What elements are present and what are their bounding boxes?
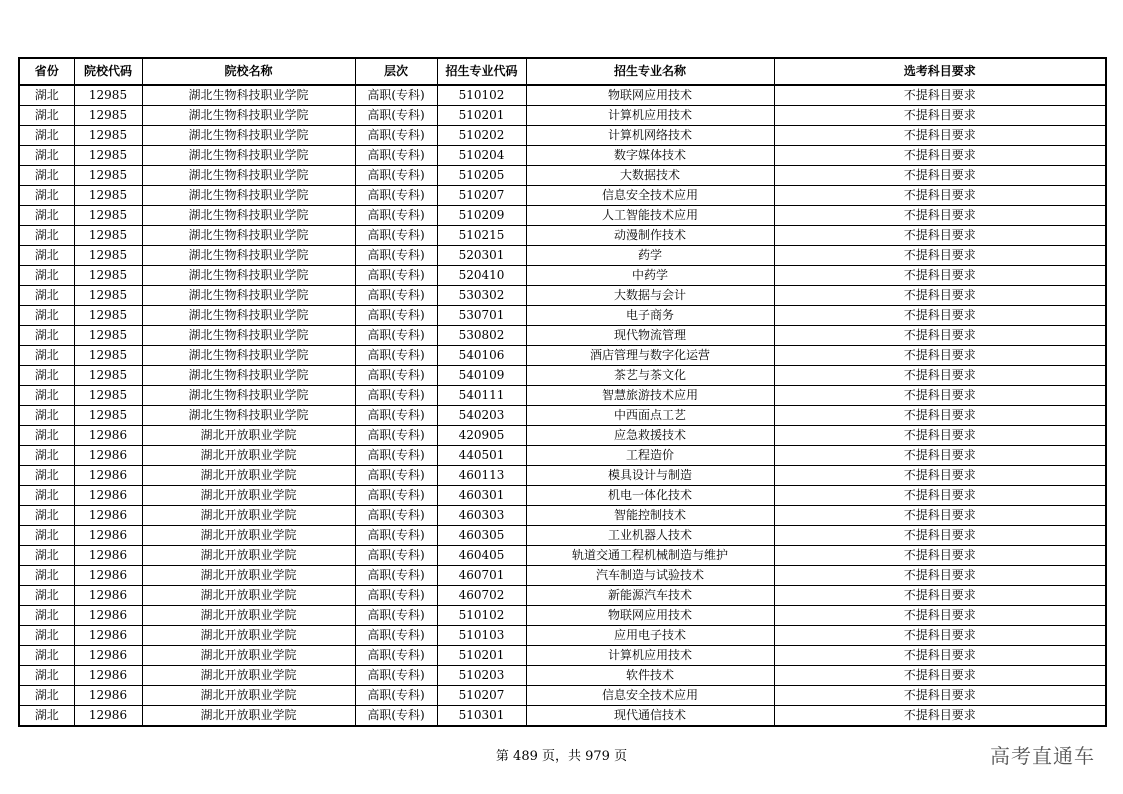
cell-level: 高职(专科): [355, 226, 437, 246]
cell-major-code: 510207: [437, 186, 526, 206]
cell-major-name: 智慧旅游技术应用: [526, 386, 774, 406]
cell-subject-requirement: 不提科目要求: [774, 226, 1106, 246]
cell-school-name: 湖北开放职业学院: [142, 526, 355, 546]
table-row: [19, 266, 1106, 286]
cell-school-code: 12985: [74, 126, 142, 146]
cell-level: 高职(专科): [355, 266, 437, 286]
table-row: [19, 126, 1106, 146]
table-row: [19, 486, 1106, 506]
cell-school-code: 12986: [74, 586, 142, 606]
cell-level: 高职(专科): [355, 386, 437, 406]
cell-province: 湖北: [19, 266, 74, 286]
cell-major-code: 510201: [437, 106, 526, 126]
cell-subject-requirement: 不提科目要求: [774, 246, 1106, 266]
cell-school-name: 湖北开放职业学院: [142, 646, 355, 666]
cell-school-code: 12986: [74, 666, 142, 686]
cell-major-code: 540106: [437, 346, 526, 366]
cell-major-code: 460305: [437, 526, 526, 546]
cell-major-code: 540111: [437, 386, 526, 406]
cell-province: 湖北: [19, 586, 74, 606]
cell-level: 高职(专科): [355, 566, 437, 586]
cell-major-name: 现代物流管理: [526, 326, 774, 346]
cell-school-code: 12985: [74, 406, 142, 426]
cell-school-name: 湖北开放职业学院: [142, 446, 355, 466]
cell-major-name: 汽车制造与试验技术: [526, 566, 774, 586]
cell-school-name: 湖北生物科技职业学院: [142, 406, 355, 426]
cell-school-name: 湖北生物科技职业学院: [142, 386, 355, 406]
table-row: [19, 606, 1106, 626]
cell-school-name: 湖北开放职业学院: [142, 566, 355, 586]
cell-province: 湖北: [19, 566, 74, 586]
cell-school-code: 12985: [74, 106, 142, 126]
cell-school-name: 湖北开放职业学院: [142, 706, 355, 727]
cell-major-name: 现代通信技术: [526, 706, 774, 727]
cell-level: 高职(专科): [355, 246, 437, 266]
cell-major-code: 440501: [437, 446, 526, 466]
cell-major-code: 540203: [437, 406, 526, 426]
cell-subject-requirement: 不提科目要求: [774, 426, 1106, 446]
cell-province: 湖北: [19, 226, 74, 246]
cell-province: 湖北: [19, 426, 74, 446]
cell-major-name: 数字媒体技术: [526, 146, 774, 166]
cell-school-name: 湖北生物科技职业学院: [142, 106, 355, 126]
cell-level: 高职(专科): [355, 506, 437, 526]
cell-province: 湖北: [19, 626, 74, 646]
cell-school-code: 12985: [74, 326, 142, 346]
cell-province: 湖北: [19, 166, 74, 186]
cell-school-code: 12985: [74, 306, 142, 326]
cell-major-name: 应急救援技术: [526, 426, 774, 446]
cell-school-code: 12986: [74, 566, 142, 586]
cell-major-code: 520410: [437, 266, 526, 286]
cell-school-name: 湖北开放职业学院: [142, 606, 355, 626]
cell-province: 湖北: [19, 606, 74, 626]
cell-province: 湖北: [19, 146, 74, 166]
cell-subject-requirement: 不提科目要求: [774, 486, 1106, 506]
cell-major-name: 大数据技术: [526, 166, 774, 186]
cell-subject-requirement: 不提科目要求: [774, 386, 1106, 406]
cell-major-code: 510209: [437, 206, 526, 226]
cell-major-name: 新能源汽车技术: [526, 586, 774, 606]
cell-province: 湖北: [19, 666, 74, 686]
cell-major-code: 510301: [437, 706, 526, 727]
cell-province: 湖北: [19, 466, 74, 486]
table-row: [19, 666, 1106, 686]
cell-subject-requirement: 不提科目要求: [774, 466, 1106, 486]
cell-subject-requirement: 不提科目要求: [774, 666, 1106, 686]
cell-level: 高职(专科): [355, 486, 437, 506]
cell-school-code: 12986: [74, 486, 142, 506]
cell-school-code: 12985: [74, 366, 142, 386]
table-row: [19, 246, 1106, 266]
cell-subject-requirement: 不提科目要求: [774, 106, 1106, 126]
cell-school-name: 湖北开放职业学院: [142, 426, 355, 446]
cell-school-name: 湖北生物科技职业学院: [142, 85, 355, 106]
cell-school-code: 12986: [74, 686, 142, 706]
table-row: [19, 646, 1106, 666]
cell-level: 高职(专科): [355, 286, 437, 306]
table-row: [19, 566, 1106, 586]
cell-subject-requirement: 不提科目要求: [774, 326, 1106, 346]
cell-school-code: 12986: [74, 426, 142, 446]
cell-major-code: 460303: [437, 506, 526, 526]
cell-school-name: 湖北生物科技职业学院: [142, 266, 355, 286]
cell-school-code: 12986: [74, 466, 142, 486]
cell-school-code: 12986: [74, 646, 142, 666]
cell-province: 湖北: [19, 286, 74, 306]
cell-major-code: 460405: [437, 546, 526, 566]
cell-major-code: 510204: [437, 146, 526, 166]
cell-major-code: 540109: [437, 366, 526, 386]
cell-school-name: 湖北开放职业学院: [142, 626, 355, 646]
table-row: [19, 526, 1106, 546]
cell-province: 湖北: [19, 246, 74, 266]
cell-subject-requirement: 不提科目要求: [774, 566, 1106, 586]
cell-major-name: 物联网应用技术: [526, 85, 774, 106]
table-row: [19, 346, 1106, 366]
cell-major-name: 计算机应用技术: [526, 646, 774, 666]
cell-subject-requirement: 不提科目要求: [774, 306, 1106, 326]
cell-major-code: 530802: [437, 326, 526, 346]
cell-province: 湖北: [19, 386, 74, 406]
cell-level: 高职(专科): [355, 546, 437, 566]
cell-school-code: 12985: [74, 266, 142, 286]
header-province: 省份: [19, 58, 74, 85]
cell-subject-requirement: 不提科目要求: [774, 586, 1106, 606]
cell-subject-requirement: 不提科目要求: [774, 446, 1106, 466]
table-row: [19, 706, 1106, 727]
cell-level: 高职(专科): [355, 126, 437, 146]
cell-subject-requirement: 不提科目要求: [774, 266, 1106, 286]
cell-major-name: 药学: [526, 246, 774, 266]
header-level: 层次: [355, 58, 437, 85]
cell-subject-requirement: 不提科目要求: [774, 686, 1106, 706]
cell-school-code: 12985: [74, 386, 142, 406]
cell-school-code: 12985: [74, 206, 142, 226]
cell-major-code: 510203: [437, 666, 526, 686]
cell-province: 湖北: [19, 326, 74, 346]
table-row: [19, 186, 1106, 206]
cell-level: 高职(专科): [355, 146, 437, 166]
cell-subject-requirement: 不提科目要求: [774, 646, 1106, 666]
cell-major-name: 中药学: [526, 266, 774, 286]
header-school-name: 院校名称: [142, 58, 355, 85]
cell-school-code: 12986: [74, 626, 142, 646]
cell-major-name: 应用电子技术: [526, 626, 774, 646]
cell-subject-requirement: 不提科目要求: [774, 146, 1106, 166]
cell-major-code: 510201: [437, 646, 526, 666]
cell-subject-requirement: 不提科目要求: [774, 626, 1106, 646]
cell-province: 湖北: [19, 186, 74, 206]
page-number: 第 489 页，共 979 页: [495, 749, 628, 764]
cell-major-code: 460702: [437, 586, 526, 606]
cell-level: 高职(专科): [355, 206, 437, 226]
cell-major-name: 计算机应用技术: [526, 106, 774, 126]
table-row: [19, 366, 1106, 386]
cell-major-code: 530302: [437, 286, 526, 306]
cell-school-name: 湖北生物科技职业学院: [142, 126, 355, 146]
cell-major-code: 510207: [437, 686, 526, 706]
cell-subject-requirement: 不提科目要求: [774, 126, 1106, 146]
cell-major-name: 信息安全技术应用: [526, 686, 774, 706]
cell-level: 高职(专科): [355, 186, 437, 206]
cell-province: 湖北: [19, 106, 74, 126]
cell-school-name: 湖北开放职业学院: [142, 486, 355, 506]
table-row: [19, 426, 1106, 446]
cell-school-code: 12986: [74, 506, 142, 526]
cell-province: 湖北: [19, 546, 74, 566]
cell-school-code: 12986: [74, 706, 142, 727]
header-major-name: 招生专业名称: [526, 58, 774, 85]
cell-subject-requirement: 不提科目要求: [774, 166, 1106, 186]
cell-major-code: 460701: [437, 566, 526, 586]
cell-major-name: 动漫制作技术: [526, 226, 774, 246]
cell-province: 湖北: [19, 686, 74, 706]
cell-province: 湖北: [19, 126, 74, 146]
cell-school-name: 湖北生物科技职业学院: [142, 226, 355, 246]
cell-level: 高职(专科): [355, 666, 437, 686]
table-row: [19, 626, 1106, 646]
cell-major-name: 中西面点工艺: [526, 406, 774, 426]
cell-major-code: 460301: [437, 486, 526, 506]
header-major-code: 招生专业代码: [437, 58, 526, 85]
cell-school-name: 湖北生物科技职业学院: [142, 306, 355, 326]
cell-major-name: 大数据与会计: [526, 286, 774, 306]
cell-school-code: 12986: [74, 606, 142, 626]
watermark: 高考直通车: [990, 744, 1095, 768]
cell-level: 高职(专科): [355, 706, 437, 727]
cell-major-code: 510202: [437, 126, 526, 146]
table-header-row: [19, 58, 1106, 85]
cell-province: 湖北: [19, 486, 74, 506]
cell-subject-requirement: 不提科目要求: [774, 406, 1106, 426]
table-row: [19, 106, 1106, 126]
cell-school-name: 湖北开放职业学院: [142, 466, 355, 486]
table-row: [19, 146, 1106, 166]
cell-school-code: 12985: [74, 226, 142, 246]
admission-table: [18, 57, 1107, 727]
cell-level: 高职(专科): [355, 586, 437, 606]
cell-major-name: 轨道交通工程机械制造与维护: [526, 546, 774, 566]
cell-school-name: 湖北开放职业学院: [142, 586, 355, 606]
table-row: [19, 686, 1106, 706]
cell-school-code: 12985: [74, 146, 142, 166]
cell-school-code: 12985: [74, 85, 142, 106]
cell-subject-requirement: 不提科目要求: [774, 366, 1106, 386]
cell-level: 高职(专科): [355, 526, 437, 546]
cell-school-code: 12985: [74, 286, 142, 306]
cell-level: 高职(专科): [355, 346, 437, 366]
cell-subject-requirement: 不提科目要求: [774, 526, 1106, 546]
cell-major-code: 510205: [437, 166, 526, 186]
cell-school-name: 湖北生物科技职业学院: [142, 346, 355, 366]
cell-level: 高职(专科): [355, 446, 437, 466]
cell-subject-requirement: 不提科目要求: [774, 506, 1106, 526]
table-row: [19, 546, 1106, 566]
table-row: [19, 386, 1106, 406]
table-row: [19, 586, 1106, 606]
cell-province: 湖北: [19, 346, 74, 366]
cell-school-code: 12986: [74, 526, 142, 546]
cell-school-name: 湖北开放职业学院: [142, 686, 355, 706]
cell-major-name: 工程造价: [526, 446, 774, 466]
cell-subject-requirement: 不提科目要求: [774, 546, 1106, 566]
cell-school-name: 湖北生物科技职业学院: [142, 186, 355, 206]
cell-subject-requirement: 不提科目要求: [774, 85, 1106, 106]
table-row: [19, 326, 1106, 346]
cell-major-name: 人工智能技术应用: [526, 206, 774, 226]
cell-subject-requirement: 不提科目要求: [774, 206, 1106, 226]
cell-province: 湖北: [19, 526, 74, 546]
cell-school-code: 12985: [74, 186, 142, 206]
cell-province: 湖北: [19, 206, 74, 226]
cell-level: 高职(专科): [355, 646, 437, 666]
table-row: [19, 406, 1106, 426]
cell-subject-requirement: 不提科目要求: [774, 286, 1106, 306]
cell-school-code: 12986: [74, 546, 142, 566]
cell-school-name: 湖北生物科技职业学院: [142, 246, 355, 266]
cell-province: 湖北: [19, 306, 74, 326]
cell-level: 高职(专科): [355, 686, 437, 706]
cell-school-name: 湖北生物科技职业学院: [142, 146, 355, 166]
cell-major-name: 软件技术: [526, 666, 774, 686]
cell-major-code: 510215: [437, 226, 526, 246]
cell-major-name: 茶艺与茶文化: [526, 366, 774, 386]
table-row: [19, 446, 1106, 466]
cell-school-name: 湖北开放职业学院: [142, 506, 355, 526]
cell-province: 湖北: [19, 366, 74, 386]
cell-major-code: 530701: [437, 306, 526, 326]
cell-major-name: 工业机器人技术: [526, 526, 774, 546]
cell-level: 高职(专科): [355, 106, 437, 126]
header-school-code: 院校代码: [74, 58, 142, 85]
cell-school-name: 湖北生物科技职业学院: [142, 206, 355, 226]
cell-province: 湖北: [19, 506, 74, 526]
table-body: [19, 85, 1106, 726]
cell-level: 高职(专科): [355, 606, 437, 626]
cell-subject-requirement: 不提科目要求: [774, 346, 1106, 366]
cell-major-code: 510103: [437, 626, 526, 646]
cell-school-code: 12985: [74, 346, 142, 366]
cell-level: 高职(专科): [355, 85, 437, 106]
cell-level: 高职(专科): [355, 426, 437, 446]
cell-major-name: 智能控制技术: [526, 506, 774, 526]
table-row: [19, 466, 1106, 486]
cell-school-name: 湖北生物科技职业学院: [142, 366, 355, 386]
cell-level: 高职(专科): [355, 326, 437, 346]
table-row: [19, 85, 1106, 106]
cell-level: 高职(专科): [355, 626, 437, 646]
cell-subject-requirement: 不提科目要求: [774, 606, 1106, 626]
cell-major-name: 电子商务: [526, 306, 774, 326]
cell-subject-requirement: 不提科目要求: [774, 186, 1106, 206]
cell-major-name: 模具设计与制造: [526, 466, 774, 486]
cell-level: 高职(专科): [355, 306, 437, 326]
cell-school-code: 12986: [74, 446, 142, 466]
cell-province: 湖北: [19, 85, 74, 106]
cell-school-code: 12985: [74, 166, 142, 186]
cell-major-code: 510102: [437, 606, 526, 626]
cell-major-name: 信息安全技术应用: [526, 186, 774, 206]
cell-level: 高职(专科): [355, 366, 437, 386]
cell-major-code: 510102: [437, 85, 526, 106]
cell-major-code: 520301: [437, 246, 526, 266]
cell-major-name: 物联网应用技术: [526, 606, 774, 626]
cell-school-name: 湖北生物科技职业学院: [142, 166, 355, 186]
table-row: [19, 286, 1106, 306]
cell-level: 高职(专科): [355, 466, 437, 486]
cell-school-name: 湖北生物科技职业学院: [142, 286, 355, 306]
cell-province: 湖北: [19, 646, 74, 666]
cell-major-name: 计算机网络技术: [526, 126, 774, 146]
cell-province: 湖北: [19, 446, 74, 466]
cell-major-code: 420905: [437, 426, 526, 446]
table-row: [19, 506, 1106, 526]
cell-major-name: 酒店管理与数字化运营: [526, 346, 774, 366]
cell-school-code: 12985: [74, 246, 142, 266]
table-row: [19, 306, 1106, 326]
table-row: [19, 206, 1106, 226]
table-row: [19, 226, 1106, 246]
cell-school-name: 湖北开放职业学院: [142, 666, 355, 686]
cell-subject-requirement: 不提科目要求: [774, 706, 1106, 727]
cell-province: 湖北: [19, 406, 74, 426]
cell-major-name: 机电一体化技术: [526, 486, 774, 506]
header-subject-requirement: 选考科目要求: [774, 58, 1106, 85]
cell-school-name: 湖北生物科技职业学院: [142, 326, 355, 346]
cell-province: 湖北: [19, 706, 74, 727]
cell-school-name: 湖北开放职业学院: [142, 546, 355, 566]
cell-level: 高职(专科): [355, 406, 437, 426]
cell-level: 高职(专科): [355, 166, 437, 186]
cell-major-code: 460113: [437, 466, 526, 486]
table-row: [19, 166, 1106, 186]
